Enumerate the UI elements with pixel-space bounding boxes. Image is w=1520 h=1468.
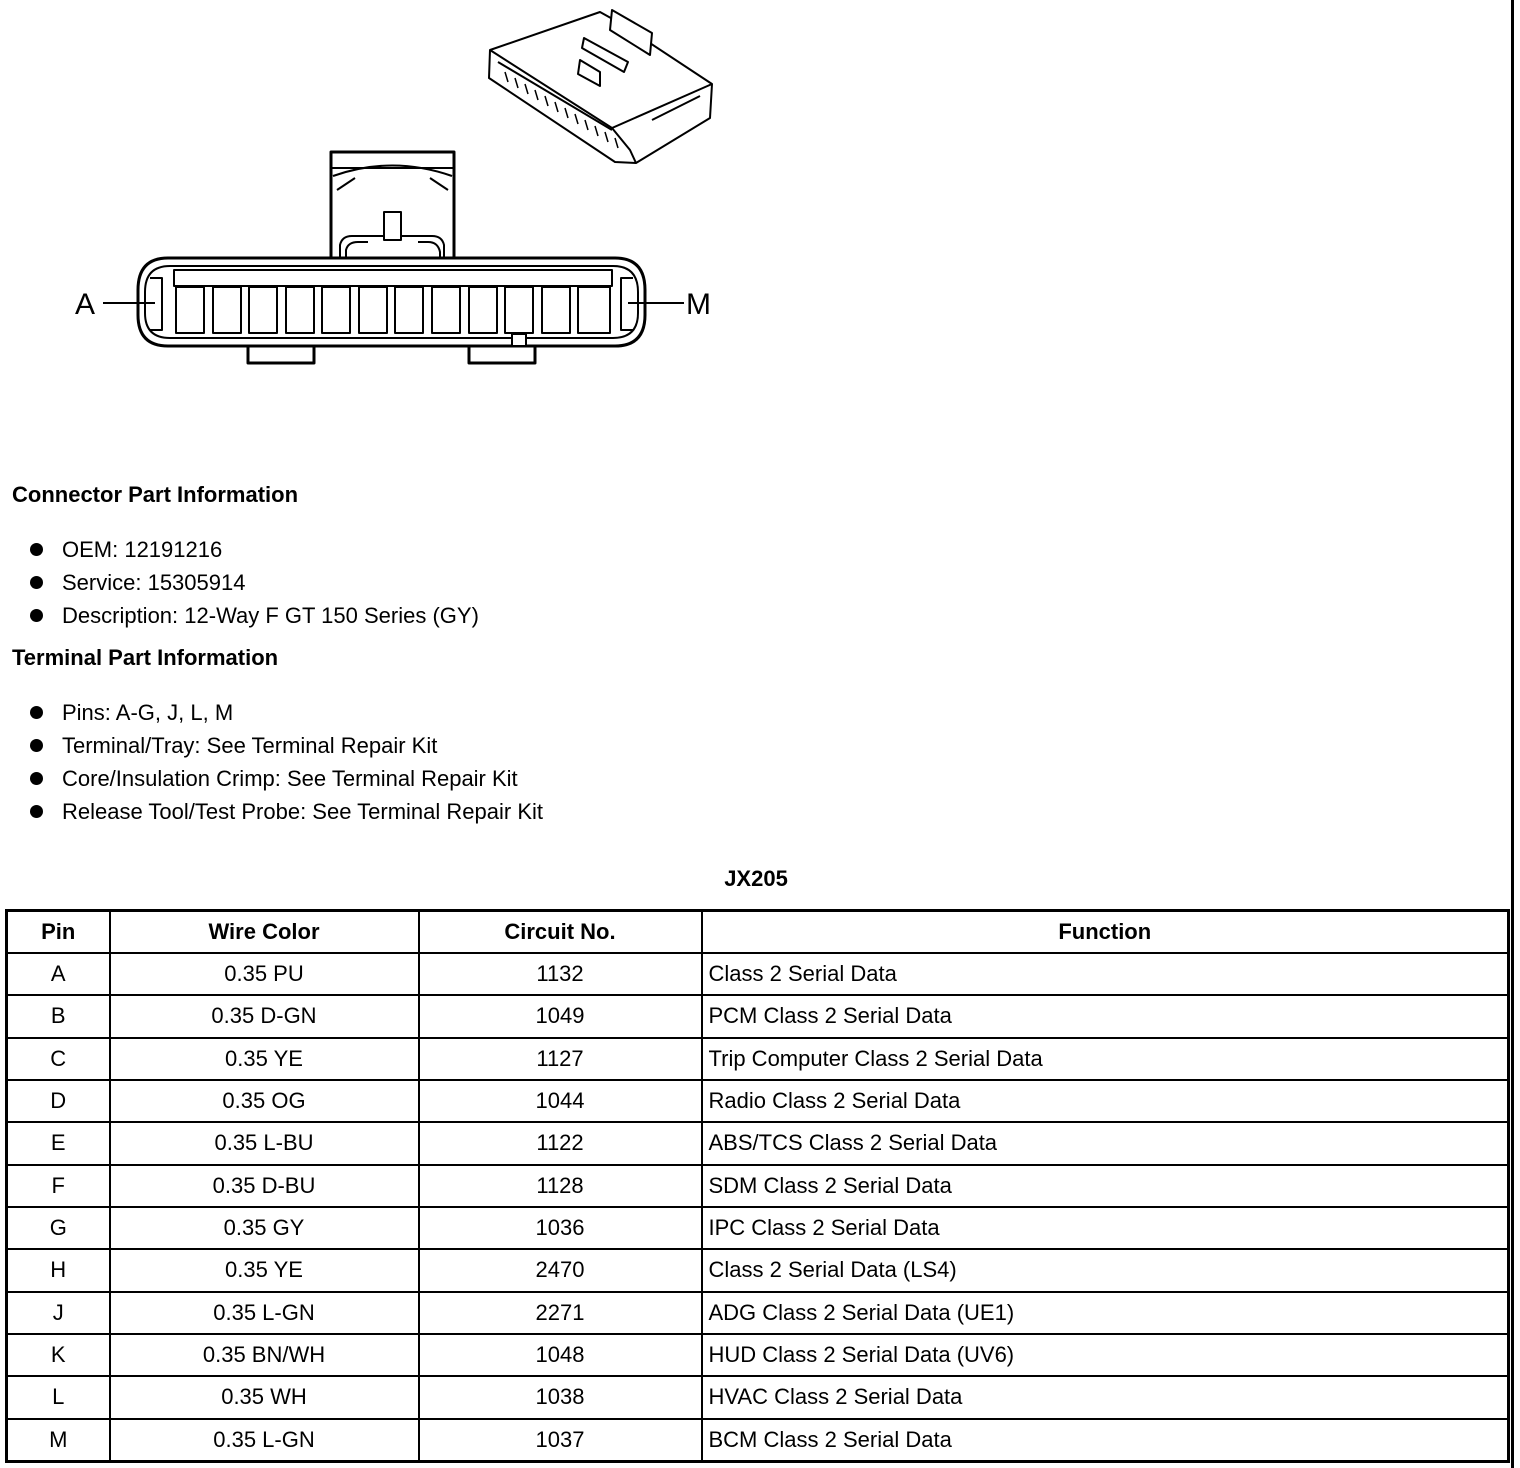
list-item — [30, 599, 479, 632]
table-title: JX205 — [724, 866, 788, 891]
cell-pin: D — [7, 1080, 110, 1122]
cell-function: ABS/TCS Class 2 Serial Data — [702, 1122, 1509, 1164]
cell-pin: H — [7, 1249, 110, 1291]
cell-wire-color: 0.35 YE — [110, 1038, 419, 1080]
bullet-icon — [30, 543, 43, 556]
table-row — [7, 1419, 1509, 1462]
header-circuit-no: Circuit No. — [419, 911, 702, 954]
cell-circuit-no: 1048 — [419, 1334, 702, 1376]
cell-wire-color: 0.35 L-BU — [110, 1122, 419, 1164]
cell-circuit-no: 1036 — [419, 1207, 702, 1249]
bullet-icon — [30, 576, 43, 589]
table-row — [7, 1249, 1509, 1291]
cell-wire-color: 0.35 L-GN — [110, 1419, 419, 1462]
cell-pin: L — [7, 1376, 110, 1418]
cell-function: IPC Class 2 Serial Data — [702, 1207, 1509, 1249]
connector-info-list — [30, 533, 479, 632]
cell-function: HVAC Class 2 Serial Data — [702, 1376, 1509, 1418]
table-row — [7, 1080, 1509, 1122]
cell-function: HUD Class 2 Serial Data (UV6) — [702, 1334, 1509, 1376]
table-row — [7, 995, 1509, 1037]
cell-pin: A — [7, 953, 110, 995]
list-item-text: Core/Insulation Crimp: See Terminal Repair Kit — [62, 766, 518, 791]
table-header-row — [7, 911, 1509, 954]
list-item — [30, 533, 479, 566]
table-row — [7, 1334, 1509, 1376]
cell-circuit-no: 1037 — [419, 1419, 702, 1462]
cell-function: PCM Class 2 Serial Data — [702, 995, 1509, 1037]
cell-function: SDM Class 2 Serial Data — [702, 1165, 1509, 1207]
cell-pin: E — [7, 1122, 110, 1164]
pin-m-label: M — [686, 288, 711, 321]
page-border — [1511, 0, 1514, 1468]
list-item-text: Release Tool/Test Probe: See Terminal Repair Kit — [62, 799, 543, 824]
list-item-text: Description: 12-Way F GT 150 Series (GY) — [62, 603, 479, 628]
header-function: Function — [702, 911, 1509, 954]
terminal-info-heading: Terminal Part Information — [12, 645, 279, 670]
pin-a-label: A — [75, 288, 96, 321]
cell-pin: K — [7, 1334, 110, 1376]
cell-wire-color: 0.35 BN/WH — [110, 1334, 419, 1376]
bullet-icon — [30, 772, 43, 785]
cell-wire-color: 0.35 GY — [110, 1207, 419, 1249]
cell-pin: J — [7, 1292, 110, 1334]
table-row — [7, 1165, 1509, 1207]
bullet-icon — [30, 609, 43, 622]
cell-function: ADG Class 2 Serial Data (UE1) — [702, 1292, 1509, 1334]
list-item-text: Pins: A-G, J, L, M — [62, 700, 234, 725]
cell-circuit-no: 2271 — [419, 1292, 702, 1334]
cell-pin: G — [7, 1207, 110, 1249]
cell-wire-color: 0.35 PU — [110, 953, 419, 995]
connector-isometric-view — [489, 10, 712, 163]
cell-pin: C — [7, 1038, 110, 1080]
table-row — [7, 1292, 1509, 1334]
table-row — [7, 1122, 1509, 1164]
terminal-info-list — [30, 696, 543, 828]
cell-circuit-no: 1049 — [419, 995, 702, 1037]
cell-circuit-no: 1132 — [419, 953, 702, 995]
table-row — [7, 1207, 1509, 1249]
cell-wire-color: 0.35 D-BU — [110, 1165, 419, 1207]
cell-wire-color: 0.35 WH — [110, 1376, 419, 1418]
bullet-icon — [30, 706, 43, 719]
list-item — [30, 566, 479, 599]
cell-wire-color: 0.35 L-GN — [110, 1292, 419, 1334]
table-row — [7, 953, 1509, 995]
connector-info-heading: Connector Part Information — [12, 482, 299, 507]
cell-pin: M — [7, 1419, 110, 1462]
bullet-icon — [30, 805, 43, 818]
list-item-text: OEM: 12191216 — [62, 537, 223, 562]
cell-circuit-no: 1038 — [419, 1376, 702, 1418]
cell-circuit-no: 1127 — [419, 1038, 702, 1080]
connector-diagram — [0, 0, 760, 380]
pinout-table — [5, 909, 1510, 1463]
cell-function: Trip Computer Class 2 Serial Data — [702, 1038, 1509, 1080]
list-item — [30, 696, 543, 729]
list-item — [30, 762, 543, 795]
list-item — [30, 795, 543, 828]
list-item — [30, 729, 543, 762]
header-wire-color: Wire Color — [110, 911, 419, 954]
cell-pin: F — [7, 1165, 110, 1207]
cell-wire-color: 0.35 YE — [110, 1249, 419, 1291]
cell-function: Class 2 Serial Data — [702, 953, 1509, 995]
cell-function: Class 2 Serial Data (LS4) — [702, 1249, 1509, 1291]
cell-circuit-no: 1044 — [419, 1080, 702, 1122]
cell-circuit-no: 1122 — [419, 1122, 702, 1164]
list-item-text: Service: 15305914 — [62, 570, 246, 595]
cell-wire-color: 0.35 OG — [110, 1080, 419, 1122]
cell-function: Radio Class 2 Serial Data — [702, 1080, 1509, 1122]
cell-circuit-no: 1128 — [419, 1165, 702, 1207]
bullet-icon — [30, 739, 43, 752]
table-row — [7, 1376, 1509, 1418]
cell-function: BCM Class 2 Serial Data — [702, 1419, 1509, 1462]
cell-wire-color: 0.35 D-GN — [110, 995, 419, 1037]
list-item-text: Terminal/Tray: See Terminal Repair Kit — [62, 733, 438, 758]
cell-pin: B — [7, 995, 110, 1037]
cell-circuit-no: 2470 — [419, 1249, 702, 1291]
connector-front-view — [103, 152, 684, 363]
header-pin: Pin — [7, 911, 110, 954]
table-row — [7, 1038, 1509, 1080]
